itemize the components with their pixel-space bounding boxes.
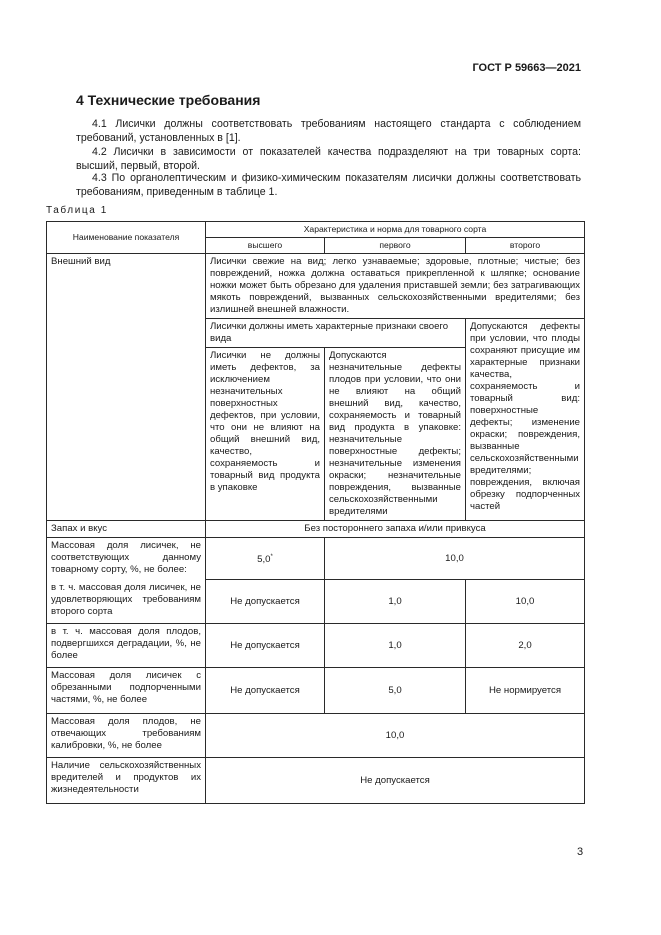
requirements-table <box>46 221 585 804</box>
appearance-common: Лисички свежие на вид; легко узнаваемые; здоровые, плотные; чистые; без повреждений, ножка должна оставаться прикрепленной к шляпке; основание ножки может быть обрезано для удаления приставшей земли; без затрагивающих мякоть повреждений, вызванных сельскохозяйственными вредителями; без излишней внешней влажности. <box>206 254 585 319</box>
paragraph-4-2 <box>76 145 581 173</box>
paragraph-text: 4.1 Лисички должны соответствовать требованиям настоящего стандарта с соблюдением требований, установленных в [1]. <box>76 118 581 144</box>
row-label-pests: Наличие сельскохозяйственных вредителей и продуктов их жизнедеятельности <box>47 758 206 804</box>
mass-trimmed-highest: Не допускается <box>206 668 325 714</box>
mass-calibration-value: 10,0 <box>206 714 585 758</box>
table-row <box>47 714 585 758</box>
mass-second-grade-first: 1,0 <box>325 580 466 624</box>
appearance-first-two: Лисички должны иметь характерные признаки своего вида <box>206 319 466 348</box>
row-label-appearance: Внешний вид <box>47 254 206 521</box>
header-indicator: Наименование показателя <box>47 222 206 254</box>
mass-degraded-first: 1,0 <box>325 624 466 668</box>
table-row <box>47 668 585 714</box>
table-row <box>47 758 585 804</box>
pests-value: Не допускается <box>206 758 585 804</box>
row-label-mass-second-grade: в т. ч. массовая доля лисичек, не удовлетворяющих требованиям второго сорта <box>47 580 206 624</box>
paragraph-4-1 <box>76 117 581 145</box>
row-label-mass-trimmed: Массовая доля лисичек с обрезанными подпорченными частями, %, не более <box>47 668 206 714</box>
section-title: 4 Технические требования <box>76 92 261 108</box>
value-text: 5,0 <box>257 554 271 566</box>
page-number: 3 <box>577 846 584 858</box>
mass-non-conforming-highest <box>206 538 325 580</box>
row-label-mass-calibration: Массовая доля плодов, не отвечающих требованиям калибровки, %, не более <box>47 714 206 758</box>
header-row <box>47 222 585 238</box>
mass-trimmed-first: 5,0 <box>325 668 466 714</box>
mass-second-grade-highest: Не допускается <box>206 580 325 624</box>
mass-non-conforming-others: 10,0 <box>325 538 585 580</box>
row-label-mass-non-conforming: Массовая доля лисичек, не соответствующих данному товарному сорту, %, не более: <box>47 538 206 580</box>
standard-number: ГОСТ Р 59663—2021 <box>472 62 581 74</box>
paragraph-text: 4.2 Лисички в зависимости от показателей качества подразделяют на три товарных сорта: высший, первый, второй. <box>76 146 581 172</box>
table-row <box>47 580 585 624</box>
header-grade-second: второго <box>466 238 585 254</box>
footnote-mark: * <box>270 553 273 560</box>
paragraph-text: 4.3 По органолептическим и физико-химическим показателям лисички должны соответствовать требованиям, приведенным в таблице 1. <box>76 172 581 198</box>
appearance-first: Допускаются незначительные дефекты плодов при условии, что они не влияют на общий внешний вид, качество, сохраняемость и товарный вид продукта в упаковке: незначительные поверхностные дефекты; незначительные изменения окраски; незначительные повреждения, вызванные сельскохозяйственными вредителями <box>325 348 466 521</box>
mass-degraded-highest: Не допускается <box>206 624 325 668</box>
header-grade-first: первого <box>325 238 466 254</box>
mass-second-grade-second: 10,0 <box>466 580 585 624</box>
appearance-highest: Лисички не должны иметь дефектов, за исключением незначительных поверхностных дефектов, при условии, что они не влияют на общий внешний вид, качество, сохраняемость и товарный вид продукта в упаковке <box>206 348 325 521</box>
table-row <box>47 624 585 668</box>
smell-value: Без постороннего запаха и/или привкуса <box>206 521 585 538</box>
header-grade-highest: высшего <box>206 238 325 254</box>
table-row <box>47 254 585 319</box>
header-group: Характеристика и норма для товарного сорта <box>206 222 585 238</box>
mass-trimmed-second: Не нормируется <box>466 668 585 714</box>
paragraph-4-3 <box>76 171 581 199</box>
row-label-smell: Запах и вкус <box>47 521 206 538</box>
appearance-second: Допускаются дефекты при условии, что плоды сохраняют присущие им характерные признаки качества, сохраняемость и товарный вид: поверхностные дефекты; изменение окраски; повреждения, вызванные сельскохозяйственными вредителями; повреждения, включая обрезку подпорченных частей <box>466 319 585 521</box>
table-row <box>47 538 585 580</box>
mass-degraded-second: 2,0 <box>466 624 585 668</box>
row-label-mass-degraded: в т. ч. массовая доля плодов, подвергшихся деградации, %, не более <box>47 624 206 668</box>
table-row <box>47 521 585 538</box>
table-caption: Таблица 1 <box>46 205 108 216</box>
